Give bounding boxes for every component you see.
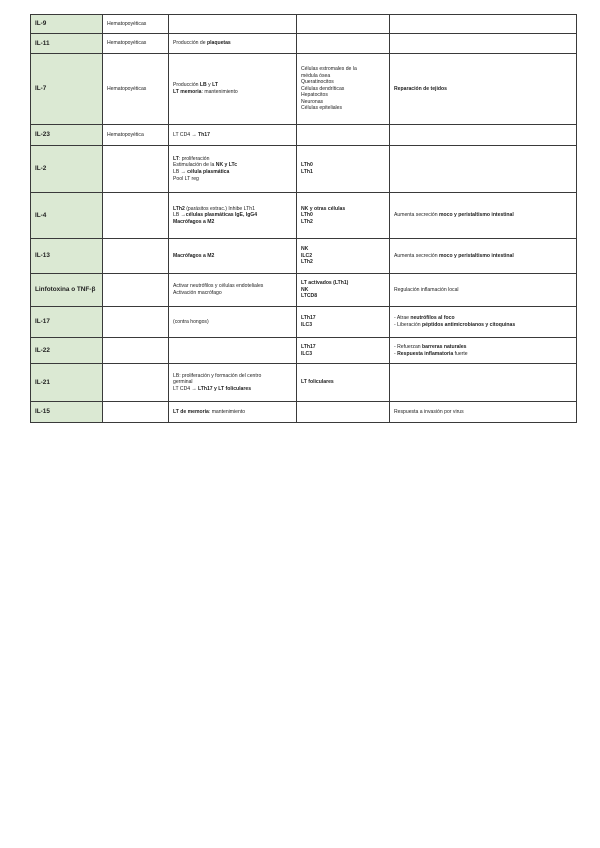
text-segment: barreras naturales <box>422 343 467 350</box>
cell-line <box>301 293 385 300</box>
text-segment: LT <box>173 155 179 162</box>
source-cell <box>103 54 169 125</box>
cell-line <box>301 379 385 386</box>
text-segment: LT foliculares <box>301 379 334 386</box>
cell-line <box>394 253 572 260</box>
source-text: Hematopoyéticas <box>107 40 147 47</box>
source-cell <box>103 338 169 364</box>
text-segment: NK <box>301 246 309 253</box>
function-cell <box>169 307 297 338</box>
effect-cell <box>390 364 577 402</box>
table-row <box>31 338 577 364</box>
text-segment: Reparación de tejidos <box>394 85 447 92</box>
text-segment: - Liberación <box>394 322 423 328</box>
text-segment: LTh1 <box>301 169 313 175</box>
cell-line <box>301 73 385 80</box>
text-segment: (contra hongos) <box>173 318 209 325</box>
function-cell <box>169 125 297 146</box>
text-segment: médula ósea <box>301 72 331 79</box>
text-segment: Células dendríticas <box>301 85 345 92</box>
text-segment: fuerte <box>453 350 468 357</box>
cytokine-name: IL-13 <box>35 252 50 259</box>
text-segment: LT <box>212 82 218 89</box>
effect-cell <box>390 54 577 125</box>
table-row <box>31 364 577 402</box>
effect-cell <box>390 274 577 307</box>
effect-cell <box>390 146 577 193</box>
text-segment: Pool LT reg <box>173 175 199 182</box>
cytokine-name: IL-21 <box>35 378 50 386</box>
text-segment: moco y peristaltismo intestinal <box>439 212 514 219</box>
cytokine-name: IL-11 <box>35 39 50 47</box>
target-cells-cell <box>297 338 390 364</box>
cell-line <box>301 212 385 219</box>
text-segment: LTh17 <box>301 315 316 322</box>
text-segment: LB <box>199 82 207 89</box>
cell-line <box>394 315 572 322</box>
cell-line <box>173 132 292 139</box>
text-segment: NK y otras células <box>301 205 346 212</box>
cytokine-name: IL-9 <box>35 20 47 27</box>
table-row <box>31 146 577 193</box>
cell-line <box>173 373 292 380</box>
cell-line <box>394 287 572 294</box>
effect-cell <box>390 338 577 364</box>
text-segment: LT CD4 → <box>173 131 199 138</box>
table-row <box>31 307 577 338</box>
text-segment: LT activados (LTh1) <box>301 280 349 287</box>
text-segment: ILC2 <box>301 252 313 259</box>
effect-cell <box>390 402 577 423</box>
source-cell <box>103 402 169 423</box>
cell-line <box>394 409 572 416</box>
cell-line <box>301 246 385 253</box>
text-segment: (parásitos extrac.) Inhibe LTh1 <box>184 205 255 212</box>
cytokine-name-cell <box>31 402 103 423</box>
text-segment: células plasmáticas IgE, IgG4 <box>185 212 258 219</box>
text-segment: Regulación inflamación local <box>394 286 459 293</box>
source-cell <box>103 125 169 146</box>
text-segment: Células epiteliales <box>301 105 343 112</box>
text-segment: LTh2 <box>301 259 313 266</box>
cytokine-table <box>30 14 577 423</box>
text-segment: Aumenta secreción <box>394 252 440 259</box>
text-segment: plaquetas <box>206 40 231 47</box>
cytokine-name-cell <box>31 125 103 146</box>
text-segment: y <box>206 82 213 89</box>
text-segment: LB → <box>173 212 186 219</box>
cytokine-name: IL-4 <box>35 211 47 219</box>
cytokine-name-cell <box>31 364 103 402</box>
cell-line <box>394 212 572 219</box>
function-cell <box>169 54 297 125</box>
function-cell <box>169 338 297 364</box>
text-segment: LTh0 <box>301 162 313 169</box>
target-cells-cell <box>297 34 390 54</box>
cell-line <box>173 379 292 386</box>
text-segment: Neuronas <box>301 98 324 105</box>
cytokine-name-cell <box>31 54 103 125</box>
target-cells-cell <box>297 54 390 125</box>
cytokine-name: IL-2 <box>35 165 47 172</box>
table-row <box>31 239 577 274</box>
cytokine-name: IL-22 <box>35 346 50 354</box>
table-row <box>31 125 577 146</box>
cell-line <box>301 66 385 73</box>
cell-line <box>173 283 292 290</box>
text-segment: Producción <box>173 82 200 89</box>
table-row <box>31 274 577 307</box>
text-segment: LB → <box>173 169 188 175</box>
effect-cell <box>390 193 577 239</box>
text-segment: Th17 <box>198 131 210 138</box>
effect-cell <box>390 125 577 146</box>
text-segment: LTh17 <box>301 343 316 350</box>
cell-line <box>173 212 292 219</box>
cell-line <box>173 219 292 226</box>
text-segment: ILC3 <box>301 350 313 357</box>
cell-line <box>173 290 292 297</box>
text-segment: LT memoria <box>173 89 202 95</box>
table-row <box>31 402 577 423</box>
text-segment: Producción de <box>173 40 207 47</box>
target-cells-cell <box>297 364 390 402</box>
source-cell <box>103 364 169 402</box>
text-segment: LT CD4 → <box>173 385 199 392</box>
cell-line <box>173 386 292 393</box>
text-segment: : mantenimiento <box>208 408 246 415</box>
cell-line <box>301 86 385 93</box>
table-row <box>31 34 577 54</box>
cytokine-name: IL-23 <box>35 131 50 138</box>
effect-cell <box>390 239 577 274</box>
target-cells-cell <box>297 15 390 34</box>
cell-line <box>301 259 385 266</box>
cell-line <box>301 322 385 329</box>
source-cell <box>103 307 169 338</box>
cytokine-name-cell <box>31 193 103 239</box>
function-cell <box>169 193 297 239</box>
function-cell <box>169 34 297 54</box>
text-segment: - Refuerzan <box>394 343 423 350</box>
cell-line <box>394 86 572 93</box>
text-segment: Macrófagos a M2 <box>173 252 215 259</box>
cell-line <box>394 344 572 351</box>
cytokine-name-cell <box>31 307 103 338</box>
function-cell <box>169 274 297 307</box>
text-segment: : proliferación <box>178 155 210 162</box>
cell-line <box>301 105 385 112</box>
cytokine-name-cell <box>31 15 103 34</box>
cell-line <box>173 82 292 89</box>
text-segment: LB: proliferación y formación del centro <box>173 372 262 379</box>
effect-cell <box>390 307 577 338</box>
text-segment: Aumenta secreción <box>394 212 440 219</box>
source-cell <box>103 146 169 193</box>
cell-line <box>301 79 385 86</box>
text-segment: LTh17 y LT foliculares <box>198 385 252 392</box>
text-segment: LTh2 <box>173 205 185 212</box>
cell-line <box>301 169 385 176</box>
text-segment: : mantenimiento <box>201 89 238 95</box>
target-cells-cell <box>297 239 390 274</box>
target-cells-cell <box>297 125 390 146</box>
source-cell <box>103 15 169 34</box>
cytokine-name-cell <box>31 338 103 364</box>
text-segment: Células estromales de la <box>301 65 357 72</box>
cell-line <box>173 176 292 183</box>
text-segment: Hepatocitos <box>301 92 328 99</box>
cell-line <box>301 162 385 169</box>
cell-line <box>301 206 385 213</box>
target-cells-cell <box>297 146 390 193</box>
cell-line <box>301 344 385 351</box>
cell-line <box>394 351 572 358</box>
text-segment: LTh2 <box>301 218 313 225</box>
text-segment: LTh0 <box>301 212 313 219</box>
text-segment: Queratinocitos <box>301 79 334 86</box>
target-cells-cell <box>297 193 390 239</box>
table-row <box>31 193 577 239</box>
function-cell <box>169 402 297 423</box>
cell-line <box>301 287 385 294</box>
cell-line <box>173 253 292 260</box>
function-cell <box>169 239 297 274</box>
cytokine-name-cell <box>31 146 103 193</box>
text-segment: célula plasmática <box>187 169 230 175</box>
cell-line <box>301 219 385 226</box>
table-row <box>31 15 577 34</box>
text-segment: Macrófagos a M2 <box>173 218 215 225</box>
text-segment: neutrófilos al foco <box>410 315 455 322</box>
source-text: Hematopoyéticas <box>107 20 147 27</box>
function-cell <box>169 364 297 402</box>
cell-line <box>173 206 292 213</box>
target-cells-cell <box>297 274 390 307</box>
text-segment: LTCD8 <box>301 293 318 300</box>
text-segment: péptidos antimicrobianos y citoquinas <box>422 322 516 328</box>
cell-line <box>301 280 385 287</box>
cell-line <box>394 322 572 329</box>
cell-line <box>301 99 385 106</box>
cell-line <box>301 351 385 358</box>
cytokine-name: IL-7 <box>35 85 47 92</box>
text-segment: NK y LTc <box>215 162 238 169</box>
cytokine-name: Linfotoxina o TNF-β <box>35 286 96 293</box>
effect-cell <box>390 34 577 54</box>
text-segment: moco y peristaltismo intestinal <box>439 252 514 259</box>
source-cell <box>103 239 169 274</box>
table-row <box>31 54 577 125</box>
cell-line <box>173 89 292 96</box>
cytokine-name: IL-15 <box>35 408 50 415</box>
target-cells-cell <box>297 307 390 338</box>
effect-cell <box>390 15 577 34</box>
cell-line <box>173 409 292 416</box>
text-segment: Respuesta inflamatoria <box>397 350 454 357</box>
function-cell <box>169 146 297 193</box>
text-segment: LT de memoria <box>173 408 209 415</box>
cell-line <box>301 92 385 99</box>
text-segment: Respuesta a invasión por virus <box>394 408 464 415</box>
cell-line <box>173 169 292 176</box>
source-text: Hematopoyética <box>107 131 144 138</box>
text-segment: - Atrae <box>394 315 411 322</box>
text-segment: germinal <box>173 379 193 386</box>
cell-line <box>301 253 385 260</box>
text-segment: - <box>394 350 398 357</box>
cell-line <box>301 315 385 322</box>
text-segment: Activar neutrófilos y células endoteliales <box>173 283 264 290</box>
cell-line <box>173 162 292 169</box>
text-segment: ILC3 <box>301 322 313 328</box>
cell-line <box>173 156 292 163</box>
cell-line <box>173 40 292 47</box>
cytokine-name: IL-17 <box>35 318 50 325</box>
text-segment: Activación macrófago <box>173 290 222 296</box>
text-segment: Estimulación de la <box>173 162 216 169</box>
target-cells-cell <box>297 402 390 423</box>
cytokine-name-cell <box>31 239 103 274</box>
cytokine-table-body <box>31 15 577 423</box>
cytokine-name-cell <box>31 34 103 54</box>
source-cell <box>103 193 169 239</box>
function-cell <box>169 15 297 34</box>
source-cell <box>103 274 169 307</box>
cytokine-name-cell <box>31 274 103 307</box>
source-text: Hematopoyéticas <box>107 85 147 92</box>
cell-line <box>173 319 292 326</box>
text-segment: NK <box>301 286 309 293</box>
source-cell <box>103 34 169 54</box>
